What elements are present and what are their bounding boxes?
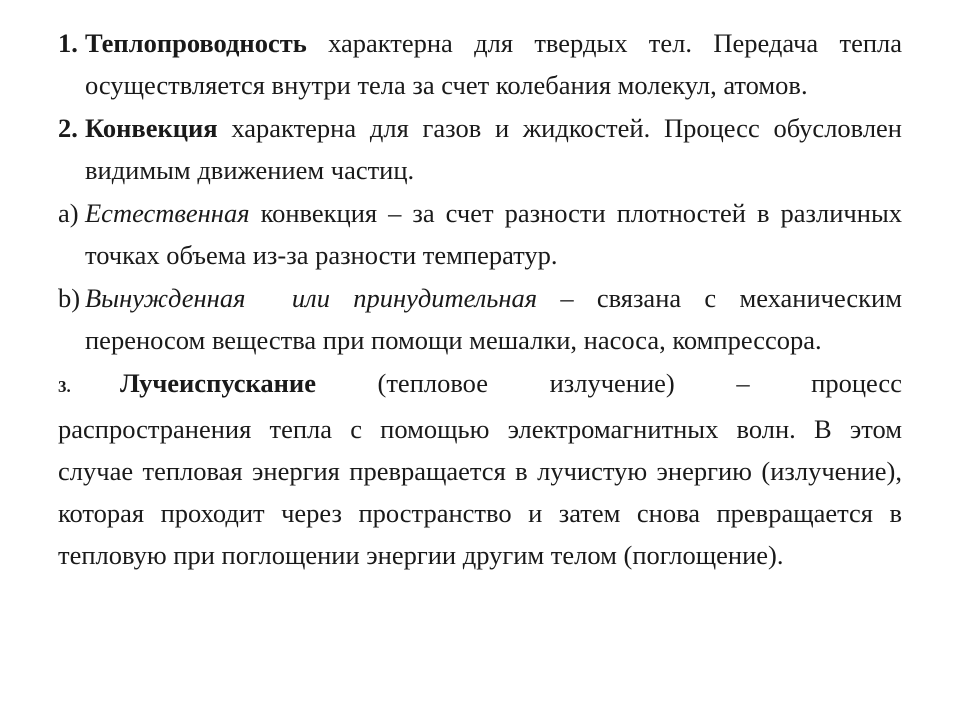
item-number: a): [58, 198, 79, 228]
item-text: распространения тепла с помощью электромагнитных волн. В этом случае тепловая энергия превращается в лучистую энергию (излучение), которая проходит через пространство и затем снова превращается в тепловую при поглощении энергии другим телом (поглощение).: [58, 414, 902, 570]
lead-word: (тепловое: [377, 368, 489, 398]
term-heat-conduction: Теплопроводность: [85, 28, 307, 58]
item-text: характерна для твердых тел. Передача тепла осуществляется внутри тела за счет колебания молекул, атомов.: [85, 28, 902, 100]
item-body: [85, 277, 902, 361]
item-number: 2.: [58, 113, 78, 143]
lead-word: излучение): [549, 368, 675, 398]
item-number: 3.: [58, 377, 71, 396]
term-forced: Вынужденная или принудительная: [85, 283, 538, 313]
term-radiation: Лучеиспускание: [120, 368, 316, 398]
term-natural: Естественная: [85, 198, 250, 228]
list-item-a: [58, 192, 902, 276]
item-lead-line: [58, 362, 902, 408]
lead-word: –: [736, 368, 750, 398]
list-item-2: [58, 107, 902, 191]
item-body: [85, 192, 902, 276]
lead-word: процесс: [811, 368, 902, 398]
item-text: конвекция – за счет разности плотностей в различных точках объема из-за разности температур.: [85, 198, 902, 270]
item-number: b): [58, 283, 81, 313]
item-body: [85, 107, 902, 191]
item-body: [85, 22, 902, 106]
list-item-3: [58, 362, 902, 576]
list-item-b: [58, 277, 902, 361]
term-convection: Конвекция: [85, 113, 218, 143]
list-item-1: [58, 22, 902, 106]
item-number: 1.: [58, 28, 78, 58]
item-text: – связана с механическим переносом вещества при помощи мешалки, насоса, компрессора.: [85, 283, 902, 355]
item-text: характерна для газов и жидкостей. Процесс обусловлен видимым движением частиц.: [85, 113, 902, 185]
slide-content: [58, 22, 902, 576]
